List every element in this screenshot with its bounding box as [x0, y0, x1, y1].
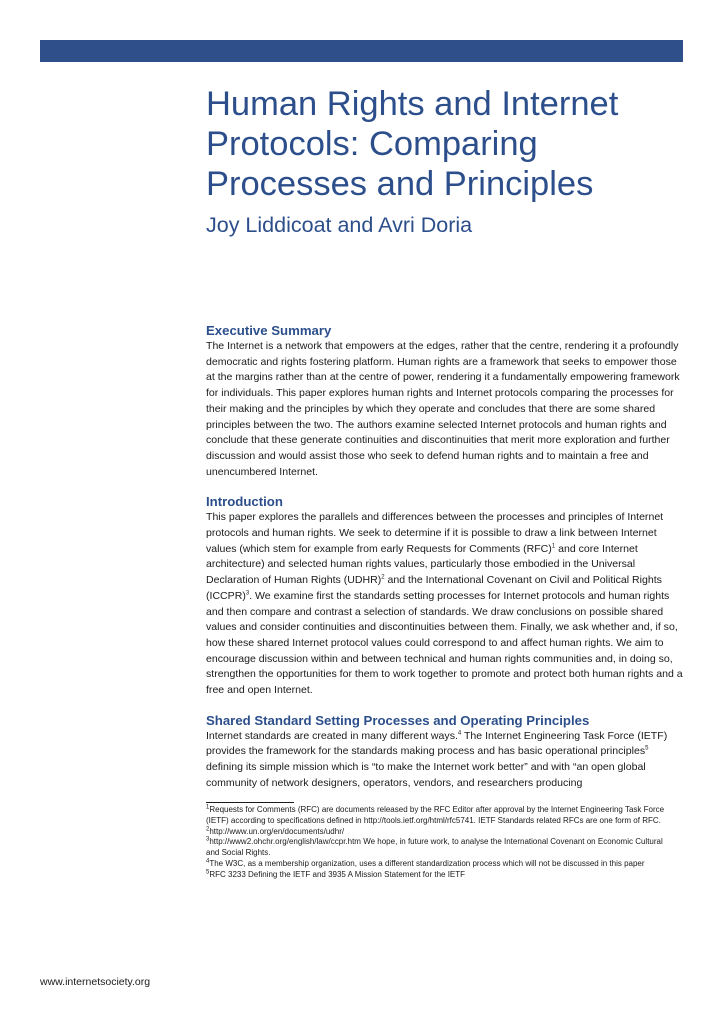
executive-summary-heading: Executive Summary [206, 323, 332, 338]
footnote-text: http://www2.ohchr.org/english/law/ccpr.htm We hope, in future work, to analyse the International Covenant on Economic Cultural and Social Rights. [206, 837, 663, 858]
executive-summary-section [206, 322, 686, 480]
footnote-ref-3[interactable]: 3 [245, 590, 250, 597]
footnote-divider [206, 802, 294, 803]
footnote-ref-4[interactable]: 4 [457, 730, 462, 737]
header-bar [40, 40, 683, 62]
introduction-text-part: . We examine first the standards setting processes for Internet protocols and human rights and then compare and contrast a selection of standards. We draw conclusions on possible shared values and consider continuities and discontinuities between them. Finally, we ask whether and, if so, how these shared Internet protocol values could correspond to and affect human rights. We aim to encourage discussion within and between technical and human rights communities and, in doing so, strengthen the opportunities for them to work together to promote and protect both human rights and a free and open Internet. [206, 589, 683, 697]
shared-standards-text-part: The Internet Engineering Task Force (IETF) provides the framework for the standards making process and has basic operational principles [206, 729, 668, 758]
footnote-link[interactable]: http://www.un.org/en/documents/udhr/ [209, 826, 345, 836]
paper-title: Human Rights and Internet Protocols: Comparing Processes and Principles [206, 85, 619, 203]
footnote-ref-2[interactable]: 2 [381, 574, 385, 581]
footnote-4 [206, 859, 676, 870]
footnotes [206, 805, 676, 881]
introduction-text-part: and core Internet architecture) and selected human rights values, particularly those embodied in the Universal Declaration of Human Rights (UDHR) [206, 542, 638, 587]
footer-url[interactable]: www.internetsociety.org [40, 976, 151, 988]
footnote-text: The W3C, as a membership organization, uses a different standardization process which will not be discussed in this paper [209, 858, 645, 868]
footnote-ref-5[interactable]: 5 [645, 745, 649, 752]
footnote-number: 2 [206, 825, 210, 832]
introduction-heading: Introduction [206, 494, 283, 510]
footnote-3 [206, 837, 676, 859]
footnote-number: 1 [206, 804, 210, 811]
footnote-text: RFC 3233 Defining the IETF and 3935 A Mission Statement for the IETF [209, 869, 466, 879]
shared-standards-text-part: defining its simple mission which is “to make the Internet work better” and with “an open global community of network designers, operators, vendors, and researchers producing [206, 761, 646, 789]
footnote-number: 4 [206, 858, 210, 865]
shared-standards-heading: Shared Standard Setting Processes and Operating Principles [206, 712, 590, 728]
introduction-text-part: This paper explores the parallels and differences between the processes and principles of Internet protocols and human rights. We seek to determine if it is possible to draw a link between Internet values (which stem for example from early Requests for Comments (RFC) [206, 511, 664, 555]
footnote-number: 5 [206, 869, 210, 876]
paper-body [206, 322, 686, 805]
footnote-2 [206, 827, 676, 838]
footnote-text: Requests for Comments (RFC) are documents released by the RFC Editor after approval by the Internet Engineering Task Force (IETF) according to specifications defined in http://tools.ietf.org/html/rfc5741. IETF Standards related RFCs are one form of RFC. [206, 805, 665, 825]
introduction-section [206, 493, 686, 698]
introduction-text [206, 510, 686, 698]
shared-standards-text-part: Internet standards are created in many different ways. [206, 729, 458, 742]
footnote-5 [206, 870, 676, 881]
footnote-1 [206, 805, 676, 827]
shared-standards-section [206, 712, 686, 792]
introduction-text-part: and the International Covenant on Civil and Political Rights (ICCPR) [206, 574, 662, 602]
paper-authors: Joy Liddicoat and Avri Doria [206, 213, 473, 237]
footnote-number: 3 [206, 836, 210, 843]
executive-summary-text: The Internet is a network that empowers at the edges, rather that the centre, rendering it a profoundly democratic and rights fostering platform. Human rights are a framework that seeks to empower those at the margins rather than at the centre of power, rendering it a fundamentally empowering framework for individuals. This paper explores human rights and Internet protocols comparing the processes for their making and the principles by which they operate and concludes that there are some shared principles between the two. The authors examine selected Internet protocols and human rights and conclude that these generate continuities and discontinuities that merit more exploration and further discussion and would assist those who seek to defend human rights and to maintain a free and unencumbered Internet. [206, 340, 680, 478]
footnote-ref-1[interactable]: 1 [551, 543, 556, 550]
shared-standards-text [206, 729, 686, 792]
